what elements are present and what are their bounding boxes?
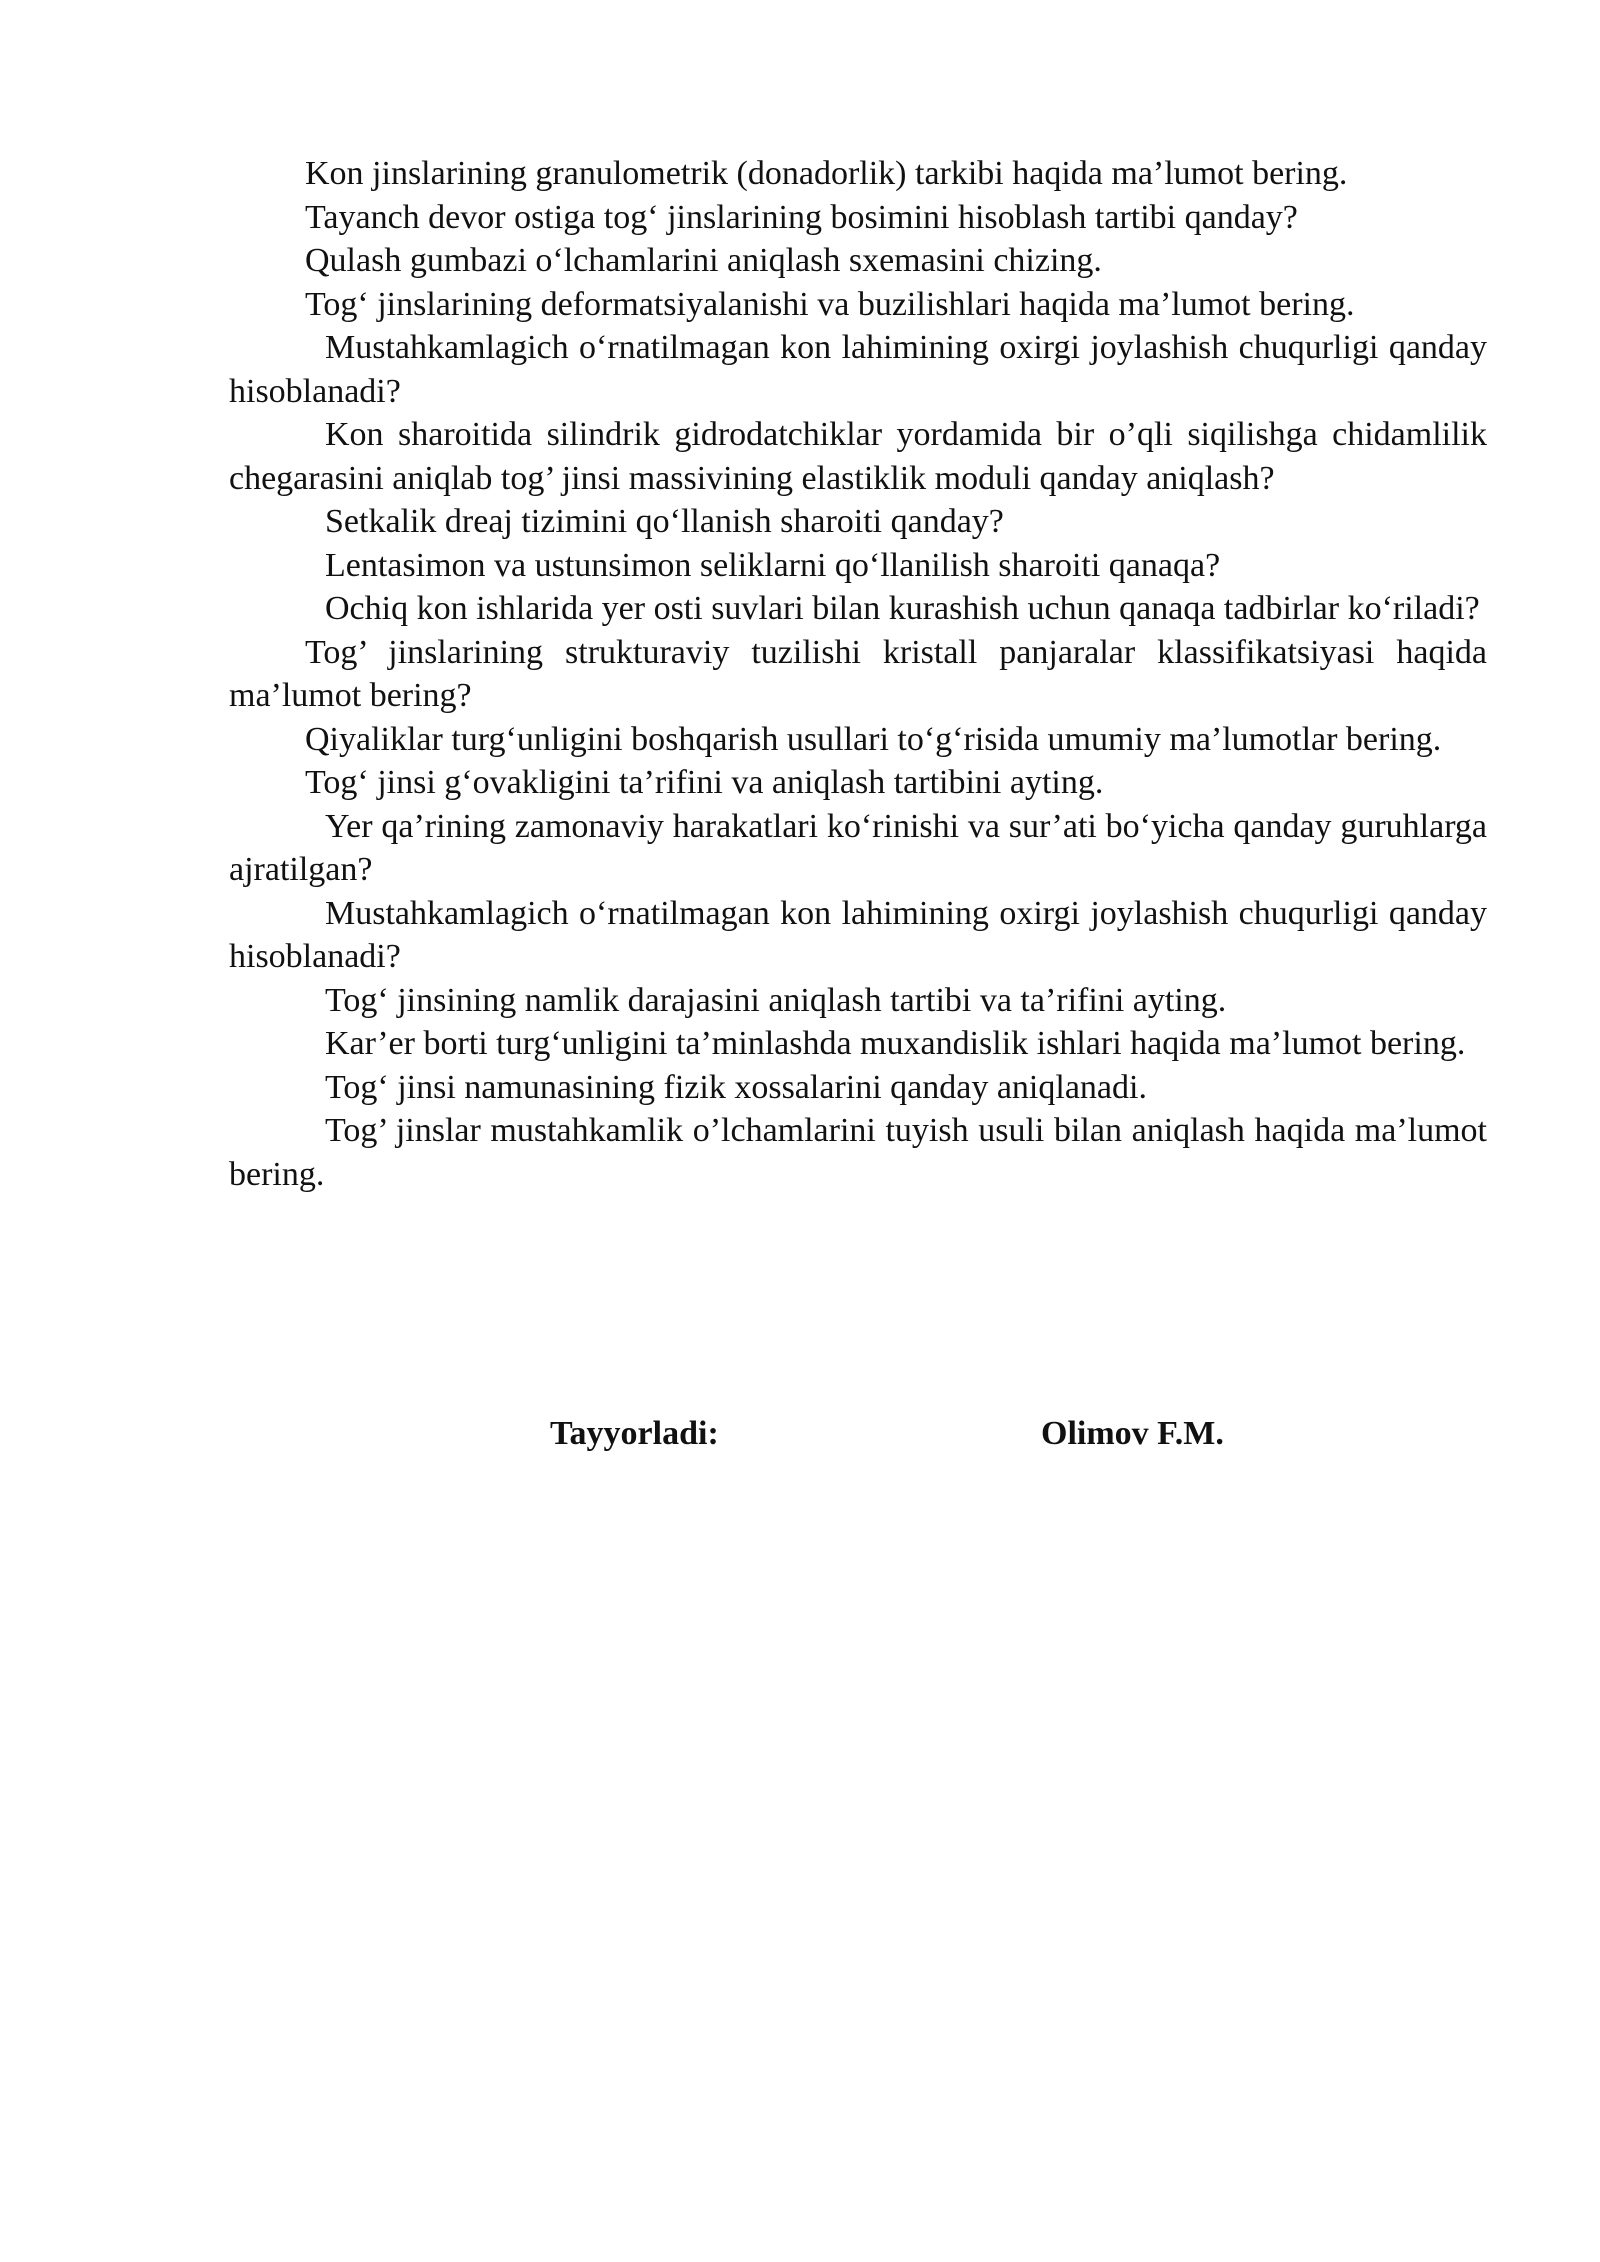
question-item: Ochiq kon ishlarida yer osti suvlari bilan kurashish uchun qanaqa tadbirlar ko‘riladi?: [325, 590, 1480, 627]
question-item: Qiyaliklar turg‘unligini boshqarish usullari to‘g‘risida umumiy ma’lumotlar bering.: [305, 720, 1442, 758]
signature-block: [0, 1415, 1600, 1465]
question-item: Mustahkamlagich o‘rnatilmagan kon lahimining oxirgi joylashish chuqurligi qanday hisoblanadi?: [229, 329, 1487, 410]
question-item: Tog‘ jinsi namunasining fizik xossalarini qanday aniqlanadi.: [325, 1068, 1147, 1106]
question-item: Mustahkamlagich o‘rnatilmagan kon lahimining oxirgi joylashish chuqurligi qanday hisoblanadi?: [229, 894, 1487, 975]
signature-name: Olimov F.M.: [1041, 1415, 1224, 1452]
question-item: Tayanch devor ostiga tog‘ jinslarining bosimini hisoblash tartibi qanday?: [305, 198, 1298, 236]
question-item: Yer qa’rining zamonaviy harakatlari ko‘rinishi va sur’ati bo‘yicha qanday guruhlarga ajratilgan?: [229, 807, 1487, 888]
question-item: Qulash gumbazi o‘lchamlarini aniqlash sxemasini chizing.: [305, 242, 1102, 279]
question-item: Kar’er borti turg‘unligini ta’minlashda muxandislik ishlari haqida ma’lumot bering.: [325, 1025, 1466, 1062]
question-item: Tog‘ jinsi g‘ovakligini ta’rifini va aniqlash tartibini ayting.: [305, 764, 1104, 801]
question-item: Tog’ jinslar mustahkamlik o’lchamlarini tuyish usuli bilan aniqlash haqida ma’lumot bering.: [229, 1112, 1487, 1193]
question-item: Lentasimon va ustunsimon seliklarni qo‘llanilish sharoiti qanaqa?: [325, 546, 1221, 584]
question-item: Tog’ jinslarining strukturaviy tuzilishi kristall panjaralar klassifikatsiyasi haqida ma’lumot bering?: [229, 633, 1487, 714]
question-item: Kon jinslarining granulometrik (donadorlik) tarkibi haqida ma’lumot bering.: [305, 155, 1348, 192]
question-item: Kon sharoitida silindrik gidrodatchiklar yordamida bir o’qli siqilishga chidamlilik chegarasini aniqlab tog’ jinsi massivining elastiklik moduli qanday aniqlash?: [229, 416, 1487, 497]
question-item: Setkalik dreaj tizimini qo‘llanish sharoiti qanday?: [325, 503, 1004, 540]
signature-label: Tayyorladi:: [550, 1415, 719, 1452]
question-item: Tog‘ jinsining namlik darajasini aniqlash tartibi va ta’rifini ayting.: [325, 981, 1227, 1019]
question-item: Tog‘ jinslarining deformatsiyalanishi va buzilishlari haqida ma’lumot bering.: [305, 285, 1355, 323]
question-list: [229, 152, 1487, 1196]
